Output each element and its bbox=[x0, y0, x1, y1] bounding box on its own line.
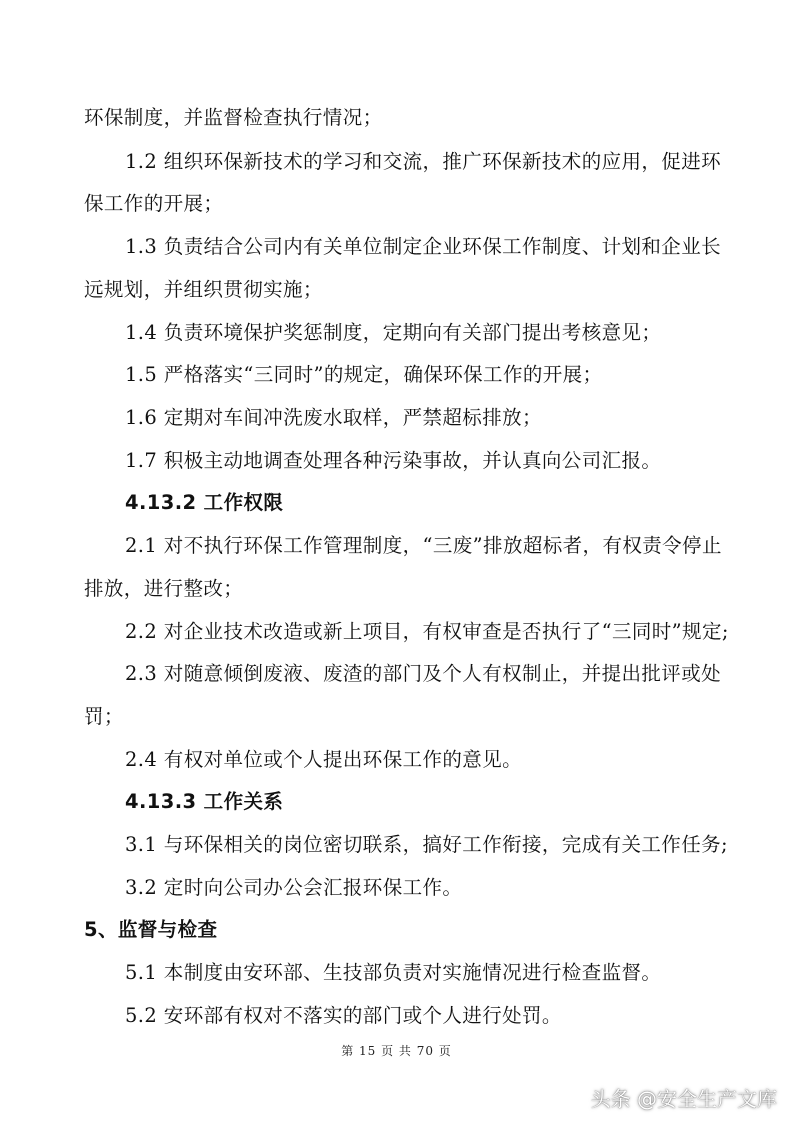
paragraph-line: 3.1 与环保相关的岗位密切联系，搞好工作衔接，完成有关工作任务; bbox=[125, 833, 728, 856]
paragraph-line: 保工作的开展； bbox=[84, 192, 224, 215]
paragraph-line: 1.4 负责环境保护奖惩制度，定期向有关部门提出考核意见； bbox=[125, 321, 662, 344]
paragraph-line: 2.2 对企业技术改造或新上项目，有权审查是否执行了“三同时”规定; bbox=[125, 620, 729, 643]
paragraph-line: 罚； bbox=[84, 705, 124, 728]
paragraph-line: 3.2 定时向公司办公会汇报环保工作。 bbox=[125, 876, 463, 899]
paragraph-line: 1.3 负责结合公司内有关单位制定企业环保工作制度、计划和企业长 bbox=[125, 235, 722, 258]
paragraph-line: 2.3 对随意倾倒废液、废渣的部门及个人有权制止，并提出批评或处 bbox=[125, 662, 722, 685]
paragraph-line: 远规划，并组织贯彻实施； bbox=[84, 278, 323, 301]
section-heading: 5、监督与检查 bbox=[84, 918, 218, 941]
source-watermark: 头条 @安全生产文库 bbox=[590, 1087, 777, 1111]
section-heading: 4.13.3 工作关系 bbox=[125, 790, 284, 813]
paragraph-line: 1.7 积极主动地调查处理各种污染事故，并认真向公司汇报。 bbox=[125, 449, 662, 472]
paragraph-line: 环保制度，并监督检查执行情况； bbox=[84, 106, 383, 129]
paragraph-line: 1.5 严格落实“三同时”的规定，确保环保工作的开展； bbox=[125, 363, 603, 386]
paragraph-line: 2.1 对不执行环保工作管理制度，“三废”排放超标者，有权责令停止 bbox=[125, 534, 722, 557]
paragraph-line: 2.4 有权对单位或个人提出环保工作的意见。 bbox=[125, 748, 523, 771]
paragraph-line: 5.1 本制度由安环部、生技部负责对实施情况进行检查监督。 bbox=[125, 961, 662, 984]
paragraph-line: 1.2 组织环保新技术的学习和交流，推广环保新技术的应用，促进环 bbox=[125, 150, 722, 173]
section-heading: 4.13.2 工作权限 bbox=[125, 491, 284, 514]
paragraph-line: 排放，进行整改； bbox=[84, 577, 244, 600]
paragraph-line: 5.2 安环部有权对不落实的部门或个人进行处罚。 bbox=[125, 1004, 562, 1027]
paragraph-line: 1.6 定期对车间冲洗废水取样，严禁超标排放； bbox=[125, 406, 542, 429]
page-number-footer: 第 15 页 共 70 页 bbox=[341, 1044, 452, 1058]
